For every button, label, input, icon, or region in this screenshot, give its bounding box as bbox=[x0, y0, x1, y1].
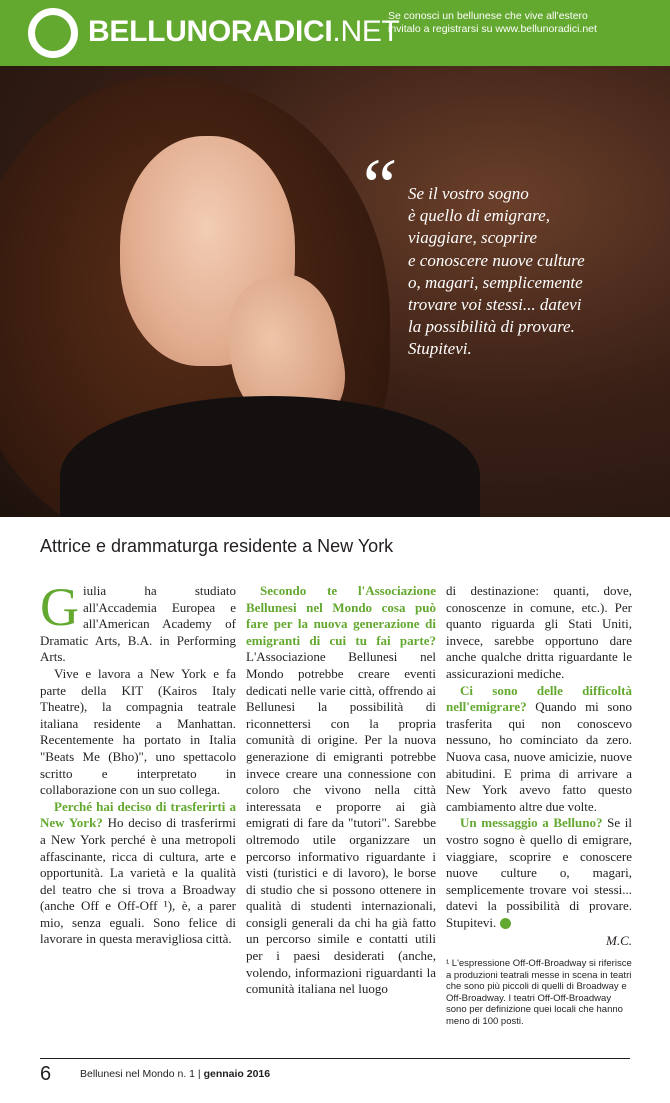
pull-quote-line: viaggiare, scoprire bbox=[408, 228, 538, 248]
intro-text: iulia ha studiato all'Accademia Europea e all'American Academy of Dramatic Arts, B.A. in Performing Arts. bbox=[40, 583, 236, 665]
pull-quote-line: trovare voi stessi... datevi bbox=[408, 295, 582, 315]
pull-quote-line: e conoscere nuove culture bbox=[408, 250, 585, 270]
question-text: Un messaggio a Belluno? bbox=[460, 815, 603, 831]
author-signature: M.C. bbox=[606, 933, 632, 949]
pull-quote-line: è quello di emigrare, bbox=[408, 206, 550, 226]
answer-text: Ho deciso di trasferirmi a New York perché è una metropoli affascinante, ricca di cultura, arte e opportunità. La varietà e la qualità del teatro che si trova a Broadway (anche Off e Off-Off ¹), è, a parer mio, senza eguali. Sono felice di lavorare in questa meravigliosa città. bbox=[40, 815, 236, 947]
logo-circle-icon bbox=[28, 8, 78, 58]
qa-paragraph bbox=[246, 583, 436, 998]
publication-name: Bellunesi nel Mondo n. 1 | bbox=[80, 1068, 204, 1080]
body-paragraph: di destinazione: quanti, dove, conoscenze in comune, etc.). Per quanto riguarda gli Stati Uniti, invece, sarebbe opportuno dare anche qualche dritta riguardante le assicurazioni mediche. bbox=[446, 583, 632, 681]
footnote: ¹ L'espressione Off-Off-Broadway si riferisce a produzioni teatrali messe in scena in teatri che sono più piccoli di quelli di Broadway e Off-Broadway. I teatri Off-Off-Broadway sono per definizione quei locali che hanno meno di 100 posti. bbox=[446, 958, 632, 1027]
qa-paragraph bbox=[446, 683, 632, 816]
question-text: Secondo te l'Associazione Bellunesi nel Mondo cosa può fare per la nuova generazione di emigranti di cui tu fai parte? bbox=[246, 583, 436, 648]
intro-paragraph bbox=[40, 577, 236, 666]
footer-divider bbox=[40, 1058, 630, 1059]
registration-note: Se conosci un bellunese che vive all'estero invitalo a registrarsi su www.bellunoradici.net bbox=[388, 10, 597, 35]
pull-quote-line: Stupitevi. bbox=[408, 339, 472, 359]
subtitle-lead: Attrice e drammaturga residente a bbox=[40, 536, 318, 556]
issue-date: gennaio 2016 bbox=[203, 1068, 271, 1080]
article-column-2 bbox=[246, 583, 436, 998]
masthead-bar bbox=[0, 0, 670, 66]
qa-paragraph bbox=[40, 799, 236, 948]
end-mark-icon bbox=[500, 918, 511, 929]
question-text: Ci sono delle difficoltà nell'emigrare? bbox=[446, 682, 632, 715]
answer-text: Quando mi sono trasferita qui non conoscevo nessuno, ho cominciato da zero. Nuova casa, nuove amicizie, nuove abitudini. E prima di arrivare a New York avevo fatto questo cambiamento altre due volte. bbox=[446, 699, 632, 814]
site-logo[interactable] bbox=[88, 14, 400, 50]
portrait-photo bbox=[0, 66, 670, 517]
answer-text: Se il vostro sogno è quello di emigrare, viaggiare, scoprire e conoscere nuove culture o, magari, semplicemente trovare voi stessi... datevi la possibilità di provare. Stupitevi. bbox=[446, 815, 632, 930]
article-subtitle bbox=[40, 536, 393, 557]
pull-quote-line: la possibilità di provare. bbox=[408, 317, 575, 337]
answer-text: L'Associazione Bellunesi nel Mondo potrebbe creare eventi dedicati nelle varie città, offrendo ai Bellunesi la possibilità di riconnettersi con la propria comunità di origine. Per la nuova generazione di emigranti potrebbe invece creare una connessione con coloro che vivono nella città interessata e proporre ai già emigrati di fare da "tutori". Sarebbe oltremodo utile organizzare un percorso informativo riguardante i visti (turistici e di lavoro), le borse di studio che si possono ottenere in qualità di studenti internazionali, consigli generali da chi ha già fatto un percorso simile e contatti utili per i paesi desiderati (anche, volendo, informazioni riguardanti la comunità italiana nel luogo bbox=[246, 649, 436, 997]
qa-paragraph bbox=[446, 815, 632, 931]
pull-quote-line: Se il vostro sogno bbox=[408, 184, 529, 203]
logo-light-text: .NET bbox=[332, 15, 400, 48]
question-text: Perché hai deciso di trasferirti a New York? bbox=[40, 798, 236, 831]
article-column-1 bbox=[40, 577, 236, 948]
footer-publication bbox=[80, 1068, 270, 1081]
pull-quote bbox=[408, 183, 638, 361]
page-number: 6 bbox=[40, 1063, 52, 1085]
subtitle-place: New York bbox=[317, 536, 394, 556]
article-column-3 bbox=[446, 583, 632, 1027]
logo-bold-text: BELLUNORADICI bbox=[88, 15, 333, 48]
drop-cap: G bbox=[40, 577, 79, 637]
quote-mark-icon: “ bbox=[355, 142, 399, 229]
body-paragraph: Vive e lavora a New York e fa parte della KIT (Kairos Italy Theatre), la compagnia teatrale italiana residente a Manhattan. Recentemente ha portato in Italia "Beats Me (Bho)", uno spettacolo scritto e interpretato in collaborazione con un suo collega. bbox=[40, 665, 236, 798]
pull-quote-line: o, magari, semplicemente bbox=[408, 272, 583, 292]
